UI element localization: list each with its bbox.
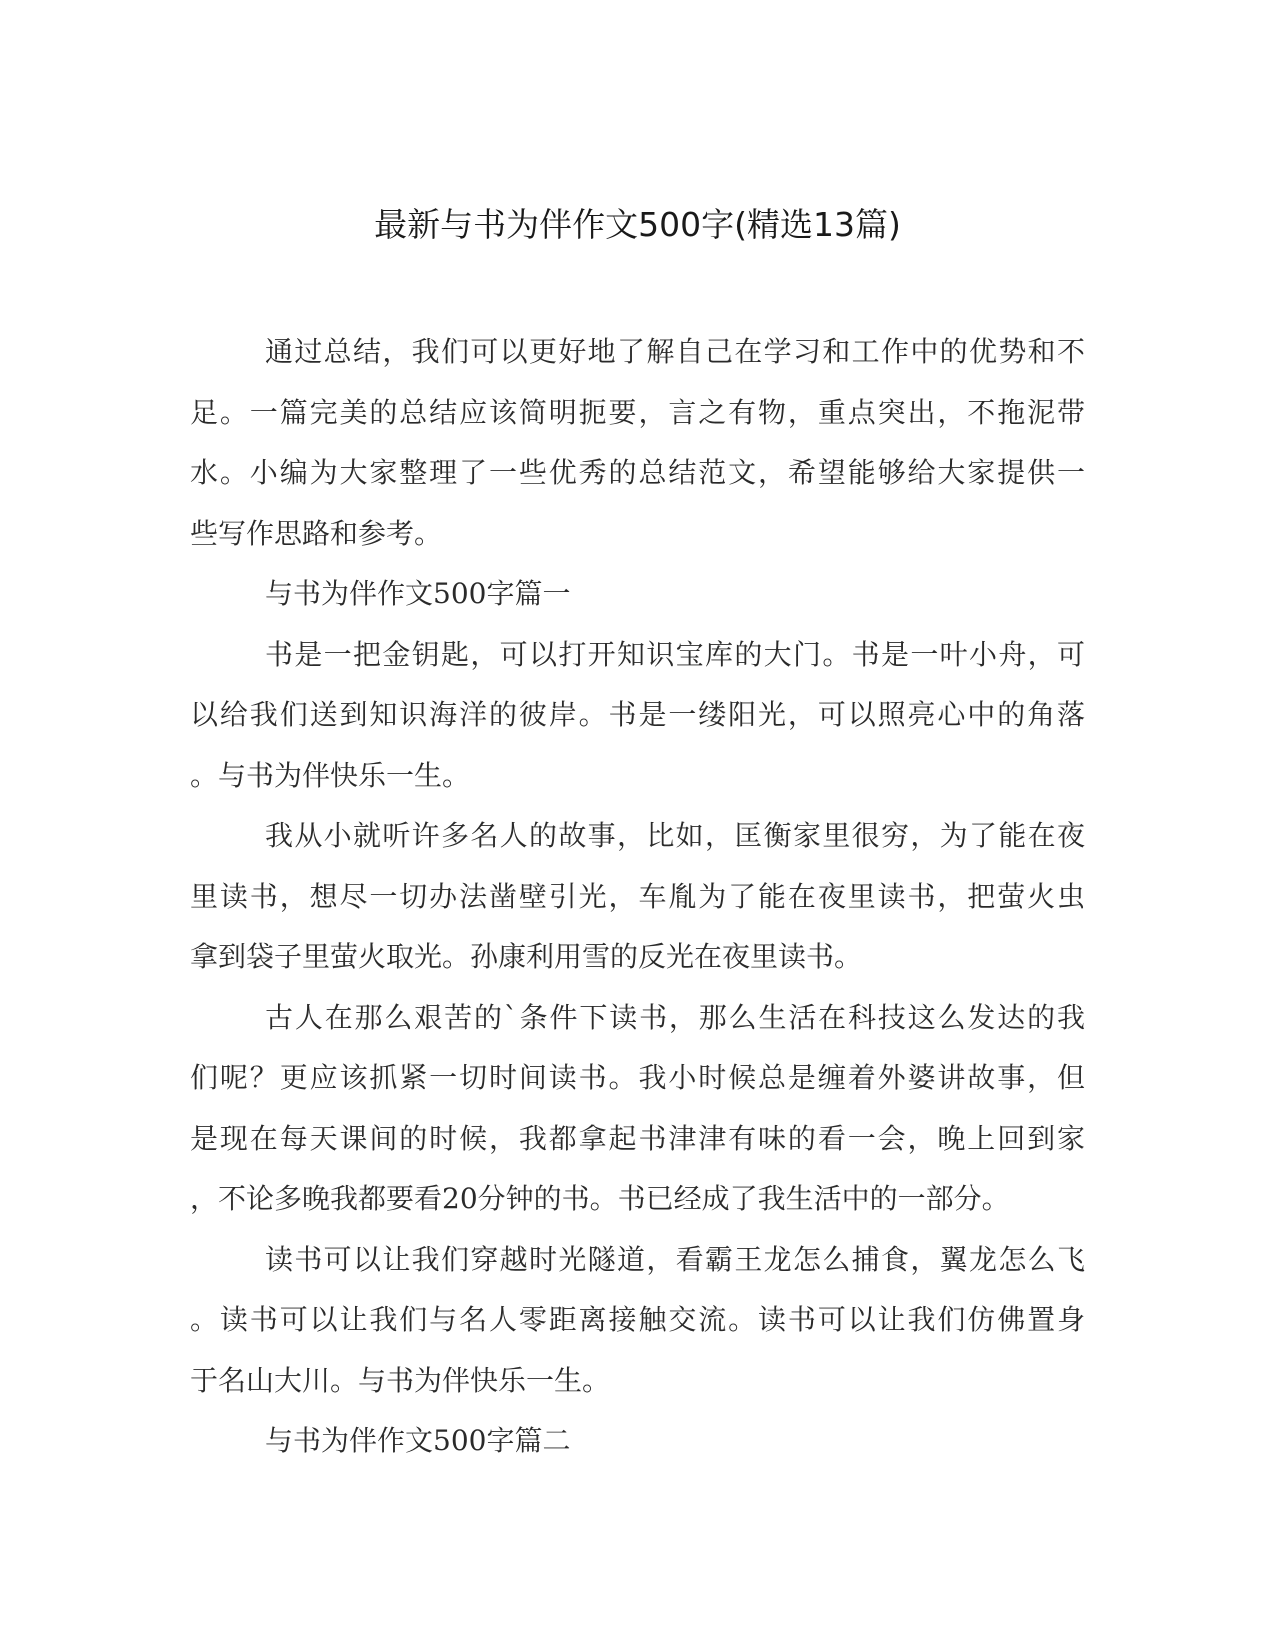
paragraph-intro-line-2: 足。一篇完美的总结应该简明扼要，言之有物，重点突出，不拖泥带	[190, 395, 1085, 429]
document-body	[190, 322, 1085, 1472]
section-heading-1: 与书为伴作文500字篇一	[265, 577, 571, 610]
paragraph-4-line-3: 于名山大川。与书为伴快乐一生。	[190, 1363, 611, 1397]
paragraph-intro-line-4: 些写作思路和参考。	[190, 516, 443, 550]
paragraph-3-line-2: 们呢？更应该抓紧一切时间读书。我小时候总是缠着外婆讲故事，但	[190, 1061, 1085, 1094]
paragraph-4-line-2: 。读书可以让我们与名人零距离接触交流。读书可以让我们仿佛置身	[190, 1303, 1085, 1336]
paragraph-3-line-4: ，不论多晚我都要看20分钟的书。书已经成了我生活中的一部分。	[190, 1182, 1010, 1215]
paragraph-1-line-2: 以给我们送到知识海洋的彼岸。书是一缕阳光，可以照亮心中的角落	[190, 698, 1085, 731]
paragraph-intro-line-1: 通过总结，我们可以更好地了解自己在学习和工作中的优势和不	[265, 335, 1085, 368]
paragraph-2-line-3: 拿到袋子里萤火取光。孙康利用雪的反光在夜里读书。	[190, 940, 863, 973]
paragraph-3-line-1: 古人在那么艰苦的`条件下读书，那么生活在科技这么发达的我	[265, 1000, 1085, 1034]
paragraph-1-line-3: 。与书为伴快乐一生。	[190, 758, 471, 792]
paragraph-3-line-3: 是现在每天课间的时候，我都拿起书津津有味的看一会，晚上回到家	[190, 1121, 1085, 1155]
paragraph-4-line-1: 读书可以让我们穿越时光隧道，看霸王龙怎么捕食，翼龙怎么飞	[265, 1242, 1085, 1276]
paragraph-2-line-1: 我从小就听许多名人的故事，比如，匡衡家里很穷，为了能在夜	[265, 819, 1085, 852]
paragraph-intro-line-3: 水。小编为大家整理了一些优秀的总结范文，希望能够给大家提供一	[190, 456, 1085, 489]
section-heading-2: 与书为伴作文500字篇二	[265, 1424, 571, 1457]
paragraph-2-line-2: 里读书，想尽一切办法凿壁引光，车胤为了能在夜里读书，把萤火虫	[190, 879, 1085, 913]
paragraph-1-line-1: 书是一把金钥匙，可以打开知识宝库的大门。书是一叶小舟，可	[265, 637, 1085, 671]
document-title: 最新与书为伴作文500字(精选13篇)	[374, 205, 901, 244]
